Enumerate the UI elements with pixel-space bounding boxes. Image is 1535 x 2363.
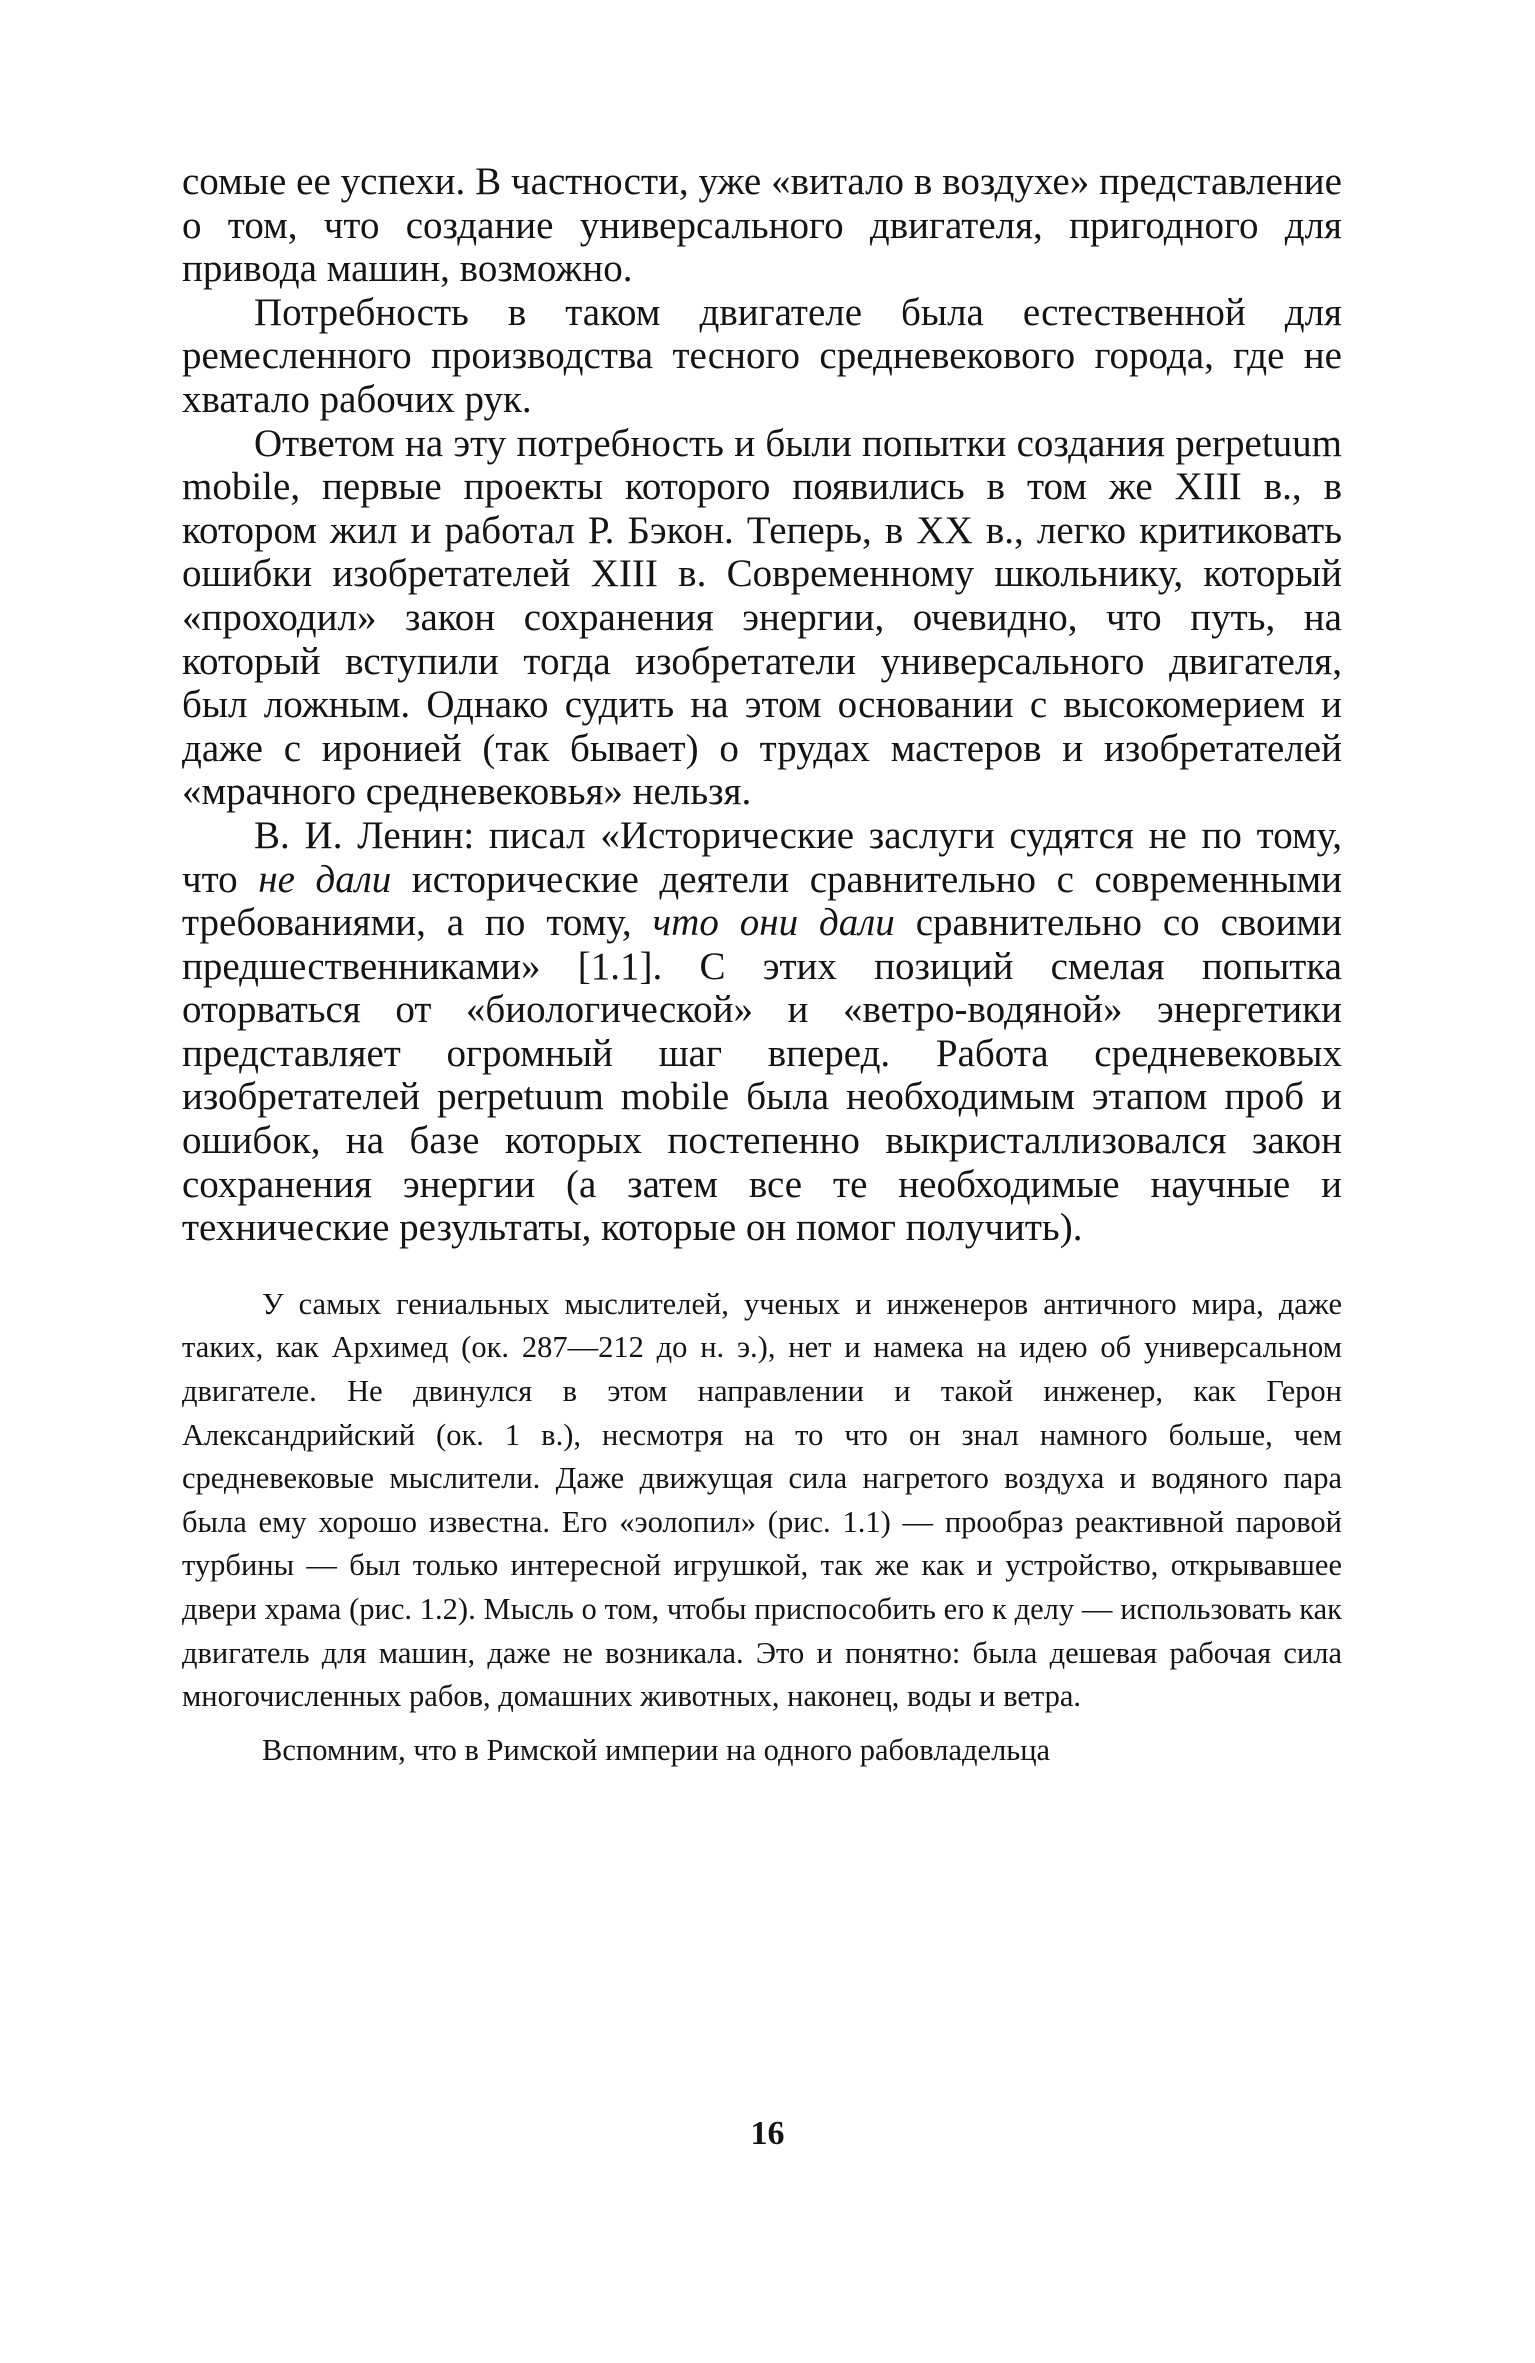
paragraph-continuation: сомые ее успехи. В частности, уже «витало в воздухе» представление о том, что создание универсального двигателя, пригодного для привода машин, возможно. xyxy=(182,160,1342,291)
paragraph-perpetuum: Ответом на эту потребность и были попытки создания perpetuum mobile, первые проекты которого появились в том же XIII в., в котором жил и работал Р. Бэкон. Теперь, в XX в., легко критиковать ошибки изобретателей XIII в. Современному школьнику, который «проходил» закон сохранения энергии, очевидно, что путь, на который вступили тогда изобретатели универсального двигателя, был ложным. Однако судить на этом основании с высокомерием и даже с иронией (так бывает) о трудах мастеров и изобретателей «мрачного средневековья» нельзя. xyxy=(182,421,1342,814)
small-print-text xyxy=(182,1283,1342,1773)
page-body xyxy=(182,160,1342,1772)
paragraph-antiquity: У самых гениальных мыслителей, ученых и инженеров античного мира, даже таких, как Архимед (ок. 287—212 до н. э.), нет и намека на идею об универсальном двигателе. Не двинулся в этом направлении и такой инженер, как Герон Александрийский (ок. 1 в.), несмотря на то что он знал намного больше, чем средневековые мыслители. Даже движущая сила нагретого воздуха и водяного пара была ему хорошо известна. Его «эолопил» (рис. 1.1) — прообраз реактивной паровой турбины — был только интересной игрушкой, так же как и устройство, открывавшее двери храма (рис. 1.2). Мысль о том, чтобы приспособить его к делу — использовать как двигатель для машин, даже не возникала. Это и понятно: была дешевая рабочая сила многочисленных рабов, домашних животных, наконец, воды и ветра. xyxy=(182,1286,1342,1714)
lenin-text-b: исторические деятели сравнительно с современными требованиями, а по тому, xyxy=(182,857,1342,945)
paragraph-rome: Вспомним, что в Римской империи на одного рабовладельца xyxy=(262,1732,1051,1767)
paragraph-need: Потребность в таком двигателе была естественной для ремесленного производства тесного средневекового города, где не хватало рабочих рук. xyxy=(182,290,1342,421)
paragraph-lenin-quote xyxy=(182,814,1342,1250)
main-text xyxy=(182,160,1342,1250)
lenin-emphasis-1: не дали xyxy=(258,857,392,901)
page-number: 16 xyxy=(750,2115,785,2152)
lenin-text-a: В. И. Ленин: писал «Исторические заслуги судятся не по тому, что xyxy=(182,813,1342,901)
lenin-text-c: сравнительно со своими предшественниками» [1.1]. С этих позиций смелая попытка оторваться от «биологической» и «ветро-водяной» энергетики представляет огромный шаг вперед. Работа средневековых изобретателей perpetuum mobile была необходимым этапом проб и ошибок, на базе которых постепенно выкристаллизовался закон сохранения энергии (а затем все те необходимые научные и технические результаты, которые он помог получить). xyxy=(182,901,1342,1250)
lenin-emphasis-2: что они дали xyxy=(652,901,895,945)
